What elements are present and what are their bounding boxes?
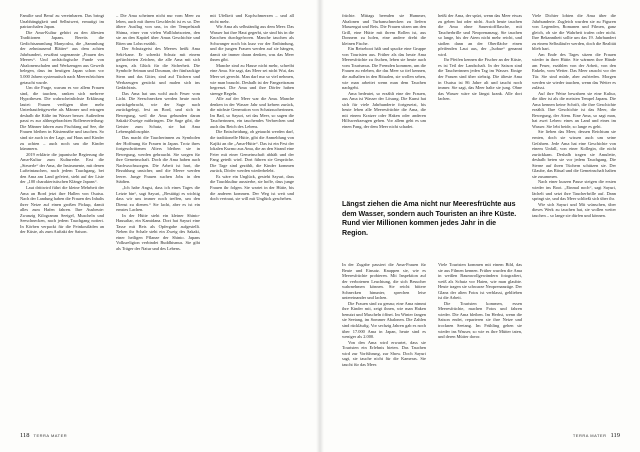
paragraph: Der Schutzgeist des Meeres heißt Ama Seki-kane. Er schenkt Schutz mit einem gefürchteten Zeichen, die alle Ama mit sich tragen, als Glück für die Sicherheit. Die Symbole Seiman und Douman, der fünfzackige Stern und das Gitter, sind auf Tüchern und Werkzeugen gestickt und malen sich ins Gedächtnis. [116, 46, 200, 91]
paragraph: Das macht die Taucherinnen zu Symbolen der Hoffnung für Frauen in Japan. Trotz ihres fortgeschrittenen Alters bleiben sie in Bewegung, werden gebraucht. Sie sorgen für ihre Gemeinschaft. Doch die Ama haben auch Nachwuchssorgen. Die Arbeit ist hart, die Bezahlung unsicher, und die Meere werden leerer. Junge Frauen suchen Jobs in den Städten. [116, 135, 200, 185]
paragraph: In der Hütte steht ein kleiner Shinto-Hausaltar, ein Kamidana. Dort hat Sayuri eine Tasse mit Reis als Opfergabe aufgestellt. Neben ihr Schale steht ein Zweig des Sakaki, einer heiligen Pflanze der Shinto. Japans Volksreligion verbindet Buddhismus. Sie gibt als Träger der Natur und des Lebens. [116, 212, 200, 251]
page-number: 118 [20, 432, 30, 439]
paragraph: Sie lieben das Meer, dessen Reichtum sie ernten, doch sie wissen auch um seine Gefahren. Jede Ama hat eine Geschichte von einem Unfall, von einer Kollegin, die nicht zurückkam. Deshalb tragen sie Amulette, deshalb beten sie vor jedem Tauchgang. Die Sterne auf ihren Tüchern schützen sie. Der Glaube, das Ritual und die Gemeinschaft halten sie zusammen. [532, 129, 616, 179]
paragraph: früchte. Mittags beenden sie Hummer, Abalonen und Turbanschnecken zu liefern Massengut und Reis. Die Frauen sitzen um den Grill, eine Hütte mit ihrem Rollen ist, aus Donnern zu holen, eine andere dreht die kleinen Fische. [342, 13, 426, 46]
paragraph: Laut drittwird führt die kleine Mehrheit der Ama an Bord jetzt ihre Hallen von Osatsu. Nach der Landung haben die Frauen des Inhalts ihrer Netze auf einen großen Pickup, damit alles zum Hafen fahren. Ihre Ausbeute: Zwanzig Kilogramm Seeigel, Muscheln und Seeschnecken, nach jedem Tauchgang notiert. In Körben verpackt für die Feinkostläden an der Küste, als zum Auftakt der Saison. [20, 184, 104, 235]
right-page [320, 0, 640, 452]
paragraph: Das Ama hat uns wohl auch Feuer vom Licht. Die Seeschnecken werden heute noch zurückgebracht, wie der Sage nach zurückgelegt, fest an Bord, und sich in Bewegung, weil die Ama gebunden daran Sakaki-Zweige mitbringen. Die Sage gibt, die Geister zum Schutz, sie hat Ama Lebensphilosophie. [116, 90, 200, 135]
magazine-name: TERRA MATER [572, 433, 607, 438]
paragraph: Alle auf der Meer war die Ama. Manche denken in der Wasser Jahr und kehren zurück, die nächste Generation von Schatzsucherinnen. Im Bad, so Sayuri, sei das Meer, so sagen die Taucherinnen, ein tauchendes Verbrechen und auch das Reich des Lebens. [210, 96, 294, 129]
paragraph: Viele Touristen kommen mit einem Bild, das sie aus Filmen kennen. Früher wurden die Ama in weißen Baumwollgewändern fotografiert, weiß als Schutz vor Haien, wie man glaubte. Heute tragen sie schwarze Neoprenanzüge. Der Glanz der alten Fotos ist verblasst, geblieben ist die Arbeit. [438, 262, 522, 301]
paragraph: 2019 erklärte die japanische Regierung die Ama-Kultur zum Kulturerbe. Erst die „Steuerle“ der Ama, die Instrumente, mit denen Lufteintauchen, nach jedem Tauchgang, bei den Ama am Land gefeiert, steht auf der Liste der „100 charakteristischen Klänge Japans“. [20, 151, 104, 185]
spine-gutter [316, 0, 324, 452]
paragraph: Ein Reiseboot hält und spucke eine Gruppe von Touristen aus. Früher als das heute Ama Meeresfrüchte zu fischen, leben sie heute auch vom Tourismus. Die Fremden kommen, um die Frauen zu erleben, die das Meer so tief kennen, die aufhalten in den Ritualen, sie wollen sehen, wie man arbeitet wenn man dem Tauchen nachgeht. [342, 46, 426, 91]
paragraph: Ama bedeutet, so erzählt eine der Frauen, aus Ama ist Wasser der Lösung. Die Kunst hat sich für viele Jahrhunderte fortgesetzt, bis heute leben alle Meeresfrüchte die Ama, die mit einem Kratzer oder Haken oder anderen Hilfswerkzeugen gehen. Vor allem geht es um einen Fang, der dem Meer nicht schadet. [342, 90, 426, 129]
paragraph: Familie und Beruf zu vereinbaren. Das bringt Unabhängigkeit und Selbstwert, ermutigt im patriarchalen Japan. [20, 13, 104, 30]
paragraph: Die Entscheidung, ob getaucht werden darf, die traditionelle Hütte, gibt die Anmeldung von Kajiki an die „Ama-Hütte“. Das ist ein Fest der lokalen Kurmo aus Ama, die an den Strand eine Feier mit einer Gemeinschaft abhält und der Fang geteilt wird. Dort führen sie Gespräche. Die Tage sind gezählt, die Kinder kommen zurück, Dörfer werden wiederbelebt. [210, 129, 294, 174]
pull-quote: Längst ziehen die Ama nicht nur Meeresfrüchte aus dem Wasser, sondern auch Touristen an ihre Küste. Rund vier Millionen kommen jedes Jahr in die Region. [342, 200, 517, 237]
left-column-2 [116, 13, 200, 428]
right-column-3 [532, 13, 616, 428]
left-column-3 [210, 13, 294, 428]
left-column-1 [20, 13, 104, 428]
paragraph: mit Ufelkeit und Kopfschmerzen – und all nicht mehr. [210, 13, 294, 24]
paragraph: Die Ama-Kultur gehört zu den ältesten Traditionen Japans. Bereits die Gedichtsammlung Manyoshu, die „Sammlung der zehntausend Blätter“ aus dem achten Jahrhundert, erwähnt sogenannte „Frauen des Meeres“. Und archäologische Funde von Abalonenschalen und Werkzeugen aus Geweih belegen, dass im heutigen Japan schon vor 5.000 Jahren systematisch nach Meeresfrüchten getaucht wurde. [20, 29, 104, 85]
right-column-2 [438, 13, 522, 198]
paragraph: Nach einer kurzen Pause steigen die ersten wieder ins Boot. „Einmal noch“, sagt Sayuri, lächelt und setzt ihre Taucherbrille auf. Dann springt sie, und das Meer schließt sich über ihr. [532, 179, 616, 202]
paragraph: Von den Ama wird erwartet, dass sie Touristen ein Erlebnis bieten. Das Tauchen wird zur Vorführung, zur Show. Doch Sayuri sagt, sie tauche nicht für die Kameras. Sie taucht für das Meer. [342, 339, 426, 367]
magazine-name: TERRA MATER [33, 433, 68, 438]
paragraph: Wir Ama als selbständig aus dem Meer. Das Wasser hat ihre Haut gegerbt, sie sind bis in die Knochen durchgefroren. Manche tauchen als Schwanger noch bis kurz vor der Entbindung, und die jungen Frauen werden auf sie hängen, damit sie immer daran denken, was das Meer ihnen gibt. [210, 24, 294, 63]
paragraph: „Ich habe Angst, dass ich eines Tages die Letzte bin“, sagt Sayuri, „Bestätigt es wichtig dass wir uns immer noch treffen, um den Dienst zu dienen.“ Sie lacht, aber es ist ein ernstes Lachen. [116, 184, 200, 213]
paragraph: In der Zugabe passiert die Ama-Frauen für Beute und Einsatz. Knappen sie, wie es Meeresfrüchte probieren. Mit Inspektion auf der verbotenen Leuchtung, die sich Besucher wahrnehmen können. Sie reicht bittere Schnecken hinunter, sprechen leise untereinander und lachen. [342, 262, 426, 301]
paragraph: Viele Dichter lobten die Ama über die Jahrhunderte. Zugleich wurden sie zu Figuren von Legenden, Romanen und Filmen, ganz gleich, ob sie die Wahrheit trafen oder nicht. Ihre Bekanntheit sollte um das 19. Jahrhundert zu einem Selbstläufer werden, doch die Realität blieb hart. [532, 13, 616, 52]
paragraph: Am Ende des Tages sitzen die Frauen wieder in ihrer Hütte. Sie wärmen ihre Hände am Feuer, erzählen von der Arbeit, von den Enkeln, vom Wetter. Das Meer rauscht vor der Tür. Sie sind müde, aber zufrieden. Morgen werden sie wieder tauchen, wenn das Wetter es zulässt. [532, 51, 616, 91]
paragraph: Ihr Pfeifen kennen die Fischer an der Küste, es ist Teil der Landschaft. In der Saison sind die Taucherinnen jeden Tag im Wasser. Einige der Frauen sind über siebzig. Die älteste Ama in Osatsu ist 86 Jahre alt und taucht noch immer. Sie sagt, das Meer halte sie jung. Ohne das Wasser wäre sie längst krank. Alle dort lachen. [438, 57, 522, 102]
paragraph: Um die Frage, warum es vor allem Frauen sind, die tauchen, ranken sich mehrere Hypothesen. Die wahrscheinlichste Erklärung lautet: Frauen verfügen über mehr Unterhautfettgewebe als Männer und ertragen deshalb die Kälte im Wasser besser. Außerdem passt es zur althergebrachten Rollenverteilung: Die Männer fahren zum Fischfang auf See, die Frauen bleiben in Küstennähe und tauchen. So sind sie auch in der Lage, auf Haus und Kinder zu achten – auch noch um die Kinder kümmern. [20, 85, 104, 152]
paragraph: Wie sich Sayuri und Mit wünschen, über dieses Werk zu tauchen hat, sie wollen weiter tauchen – so lange sie dürfen und können. [532, 201, 616, 218]
right-column-5 [438, 262, 522, 430]
paragraph: – Die Ama scheinen nicht nur vom Meer zu leben, auch mit ihrem Geschlecht ist es so. Der ältere Ausflug von uns, in der Tempelstadt Shima, einer von vielen Wallfahrtsorten, den sie an den Kapitel über Amas Geschichte und Riten um Lohn erzählt. [116, 13, 200, 46]
paragraph: Die Touristen kommen, essen Meeresfrüchte, machen Fotos und fahren wieder. Die Ama bleiben. Im Herbst, wenn die Saison endet, reparieren sie ihre Netze und trocknen Seetang. Im Frühling gehen sie wieder ins Wasser, so wie es ihre Mütter taten, und deren Mütter davor. [438, 300, 522, 340]
paragraph: Manche sind zu Hause nicht mehr, schreibt eine Ama. Sie sagt, das Meer sei nicht Wut, das Meer sei gerecht. Man darf nur so viel nehmen, wie man braucht. Deshalb ist der Fangzeitraum begrenzt. Die Ama und ihre Dörfer haben strenge Regeln. [210, 62, 294, 96]
paragraph: heißt der Ama, der spürt, wenn das Meer etwas zu geben hat oder nicht. Auch heute tauchen die Ama ohne Sauerstoffflasche, mit Taucherbrille und Neoprenanzug. Sie tauchen so lange, bis der Atem nicht mehr reicht, und stoßen dann an der Oberfläche einen pfeifenden Laut aus, der „Isobue“ genannt wird. [438, 13, 522, 57]
page-folio-left [20, 432, 67, 439]
right-column-4 [342, 262, 426, 430]
paragraph: Die Frauen sind zu genau; eine Ama nimmt ihre Kinder mit, zeigt ihnen, wie man Haken benutzt und Muscheln öffnet. Im Winter fangen sie Seetang, im Sommer Abalonen. Die Zahlen sind rückläufig. Vor sechzig Jahren gab es noch über 17.000 Ama in Japan, heute sind es weniger als 2.000. [342, 300, 426, 340]
page-folio-right [573, 432, 620, 439]
paragraph: Es wäre ein Unglück, gesteht Sayuri, dass die Tauchkultur aussterbe, sie hoffe, dass junge Frauen ihr folgen. Sie wartet in der Hütte, bis die anderen kommen. Der Weg ist weit und doch vertraut, sie will mit Unglück geschehen. [210, 173, 294, 202]
page-number: 119 [610, 432, 620, 439]
right-column-1 [342, 13, 426, 198]
paragraph: Auf ihre Weise bewahren sie eine Kultur, die älter ist als die meisten Tempel Japans. Die Ama kennen keine Schrift, die ihre Geschichte erzählt. Ihre Geschichte ist das Meer, die Bewegung, der Atem. Eine Ama, so sagt man, hat zwei Leben: eines an Land und eines im Wasser. Sie lebt beide, so lange es geht. [532, 90, 616, 129]
